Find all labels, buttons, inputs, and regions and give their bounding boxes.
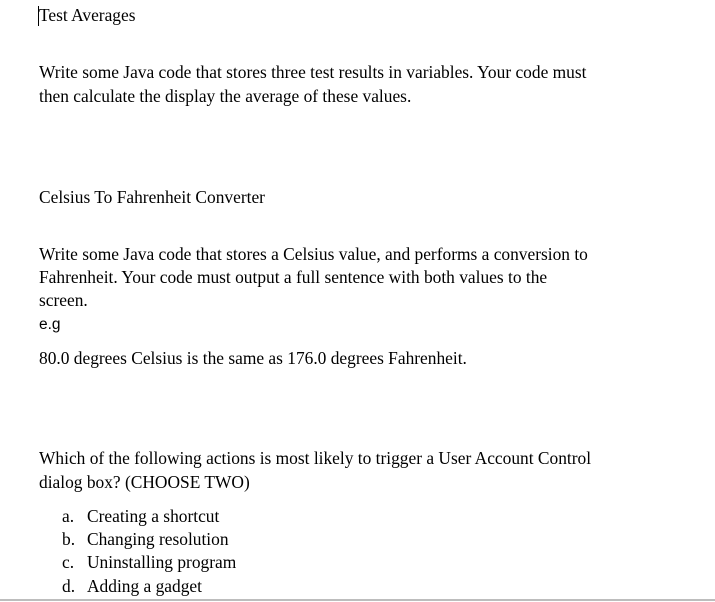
test-averages-body-line-1: Write some Java code that stores three test results in variables. Your code must [39,62,587,82]
heading-celsius-converter: Celsius To Fahrenheit Converter [39,187,265,207]
test-averages-body-line-2: then calculate the display the average of these values. [39,86,412,106]
celsius-body-line-1: Write some Java code that stores a Celsius value, and performs a conversion to [39,244,588,264]
celsius-body-line-2: Fahrenheit. Your code must output a full sentence with both values to the [39,267,548,287]
option-letter: a. [62,506,75,526]
page-bottom-border [0,599,715,601]
option-text: Changing resolution [87,529,229,549]
option-text: Adding a gadget [87,576,202,596]
option-text: Uninstalling program [87,552,237,572]
question-line-2: dialog box? (CHOOSE TWO) [39,472,250,492]
question-line-1: Which of the following actions is most likely to trigger a User Account Control [39,448,592,468]
option-letter: d. [62,576,76,596]
option-letter: b. [62,529,76,549]
celsius-body-line-3: screen. [39,290,88,310]
heading-test-averages: Test Averages [39,5,136,25]
example-label: e.g [39,316,61,333]
option-text: Creating a shortcut [87,506,220,526]
option-letter: c. [62,552,75,572]
example-sentence: 80.0 degrees Celsius is the same as 176.0 degrees Fahrenheit. [39,348,467,368]
